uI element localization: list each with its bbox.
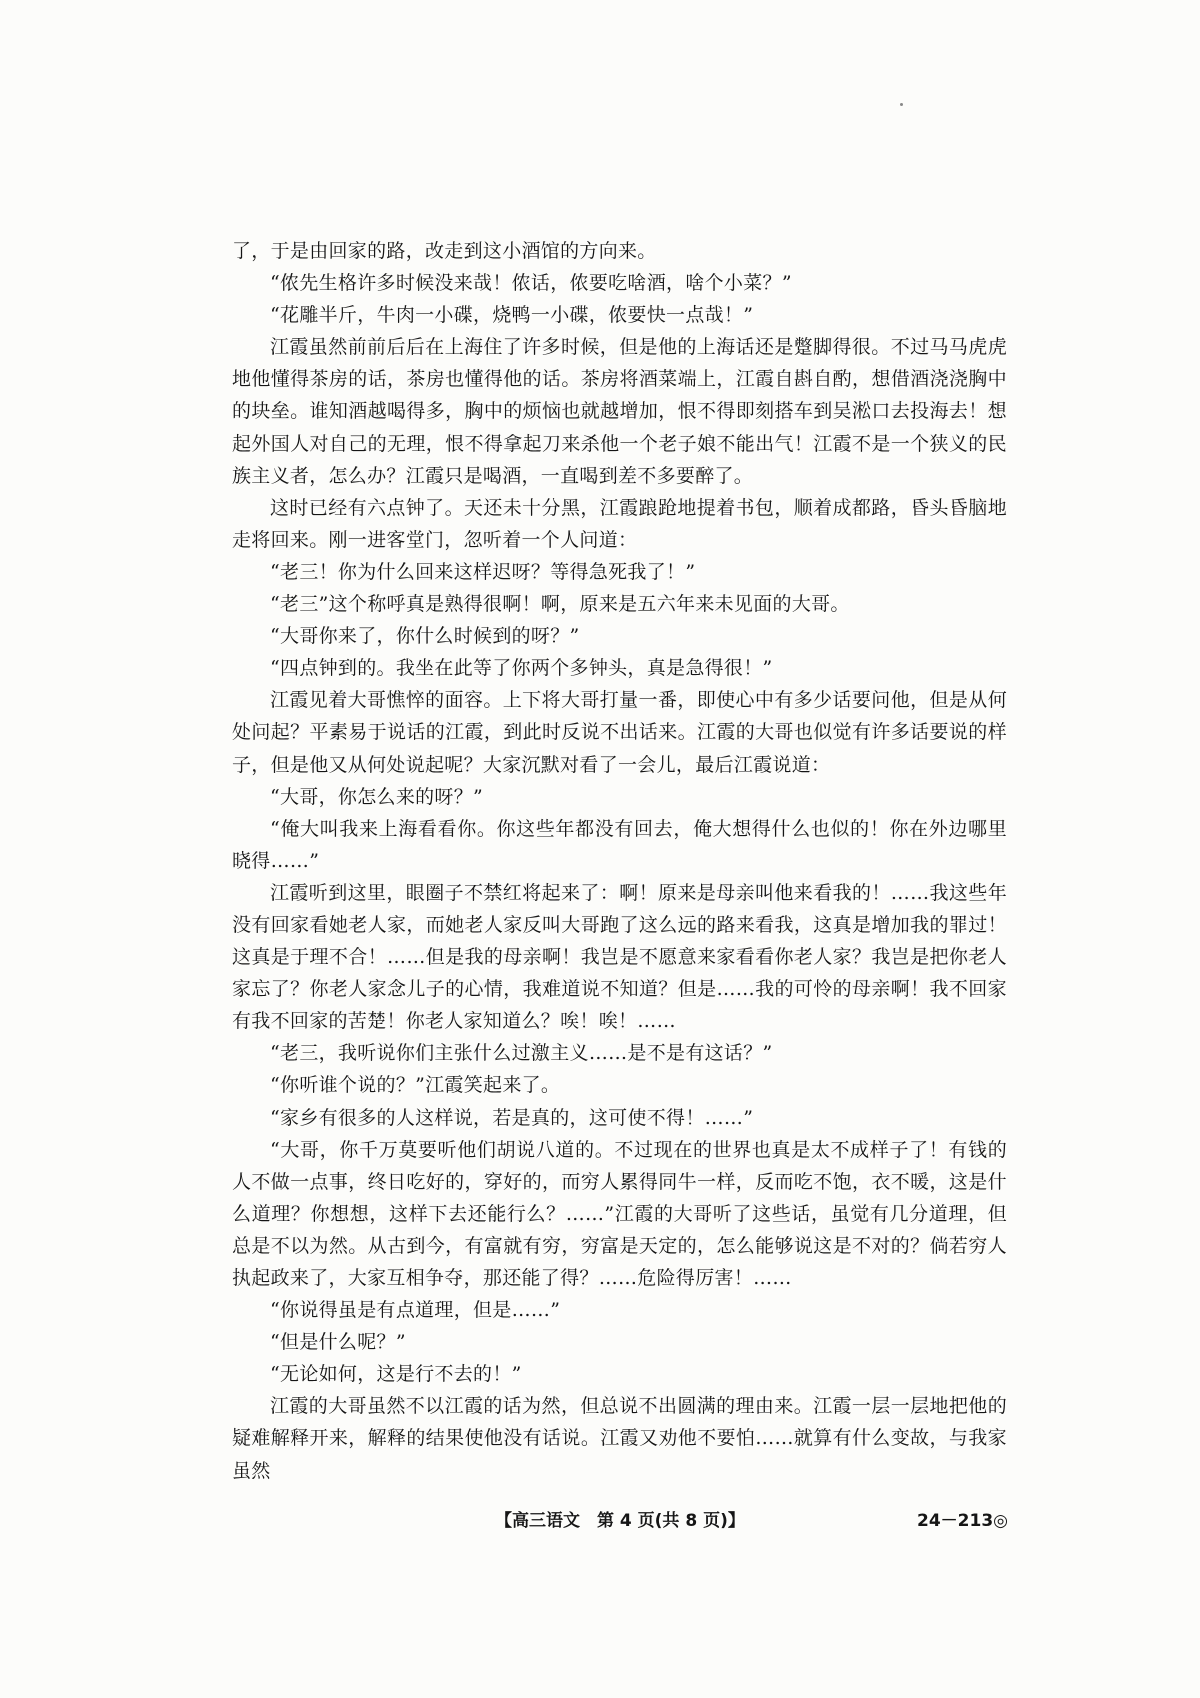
- paragraph: 江霞的大哥虽然不以江霞的话为然，但总说不出圆满的理由来。江霞一层一层地把他的疑难解释开来，解释的结果使他没有话说。江霞又劝他不要怕……就算有什么变故，与我家虽然: [232, 1395, 1007, 1482]
- paragraph: “大哥你来了，你什么时候到的呀？”: [270, 625, 580, 648]
- paragraph: “大哥，你千万莫要听他们胡说八道的。不过现在的世界也真是太不成样子了！有钱的人不做一点事，终日吃好的，穿好的，而穷人累得同牛一样，反而吃不饱，衣不暖，这是什么道理？你想想，这样下去还能行么？……”江霞的大哥听了这些话，虽觉有几分道理，但总是不以为然。从古到今，有富就有穷，穷富是天定的，怎么能够说这是不对的？倘若穷人执起政来了，大家互相争夺，那还能了得？……危险得厉害！……: [232, 1138, 1007, 1289]
- paragraph: “但是什么呢？”: [270, 1331, 406, 1354]
- body-text: [232, 235, 1007, 1487]
- paragraph: 江霞见着大哥憔悴的面容。上下将大哥打量一番，即使心中有多少话要问他，但是从何处问起？平素易于说话的江霞，到此时反说不出话来。江霞的大哥也似觉有许多话要说的样子，但是他又从何处说起呢？大家沉默对看了一会儿，最后江霞说道：: [232, 689, 1007, 776]
- paragraph: 这时已经有六点钟了。天还未十分黑，江霞踉跄地提着书包，顺着成都路，昏头昏脑地走将回来。刚一进客堂门，忽听着一个人问道：: [232, 496, 1007, 551]
- scan-speck: [900, 103, 903, 106]
- paragraph: “侬先生格许多时候没来哉！侬话，侬要吃啥酒，啥个小菜？”: [270, 272, 792, 295]
- paragraph: “老三”这个称呼真是熟得很啊！啊，原来是五六年来未见面的大哥。: [270, 593, 850, 616]
- paragraph: “家乡有很多的人这样说，若是真的，这可使不得！……”: [270, 1106, 754, 1129]
- paragraph: “无论如何，这是行不去的！”: [270, 1363, 522, 1386]
- paragraph: “老三，我听说你们主张什么过激主义……是不是有这话？”: [270, 1042, 773, 1065]
- paragraph: “俺大叫我来上海看看你。你这些年都没有回去，俺大想得什么也似的！你在外边哪里晓得……”: [232, 817, 1007, 872]
- paragraph: 江霞虽然前前后后在上海住了许多时候，但是他的上海话还是蹩脚得很。不过马马虎虎地他懂得茶房的话，茶房也懂得他的话。茶房将酒菜端上，江霞自斟自酌，想借酒浇浇胸中的块垒。谁知酒越喝得多，胸中的烦恼也就越增加，恨不得即刻搭车到吴淞口去投海去！想起外国人对自己的无理，恨不得拿起刀来杀他一个老子娘不能出气！江霞不是一个狭义的民族主义者，怎么办？江霞只是喝酒，一直喝到差不多要醉了。: [232, 336, 1007, 487]
- paragraph: 江霞听到这里，眼圈子不禁红将起来了：啊！原来是母亲叫他来看我的！……我这些年没有回家看她老人家，而她老人家反叫大哥跑了这么远的路来看我，这真是增加我的罪过！这真是于理不合！……但是我的母亲啊！我岂是不愿意来家看看你老人家？我岂是把你老人家忘了？你老人家念儿子的心情，我难道说不知道？但是……我的可怜的母亲啊！我不回家有我不回家的苦楚！你老人家知道么？唉！唉！……: [232, 881, 1007, 1033]
- paragraph: “大哥，你怎么来的呀？”: [270, 785, 484, 808]
- paragraph: “四点钟到的。我坐在此等了你两个多钟头，真是急得很！”: [270, 657, 773, 680]
- exam-code: 24－213◎: [917, 1511, 1008, 1531]
- paragraph: 了，于是由回家的路，改走到这小酒馆的方向来。: [232, 240, 657, 262]
- paragraph: “你说得虽是有点道理，但是……”: [270, 1299, 561, 1322]
- page-number-label: 【高三语文 第 4 页(共 8 页)】: [495, 1511, 745, 1531]
- paragraph: “老三！你为什么回来这样迟呀？等得急死我了！”: [270, 560, 696, 583]
- paragraph: “你听谁个说的？”江霞笑起来了。: [270, 1074, 561, 1097]
- paragraph: “花雕半斤，牛肉一小碟，烧鸭一小碟，侬要快一点哉！”: [270, 304, 754, 327]
- page-footer: [0, 1506, 1200, 1536]
